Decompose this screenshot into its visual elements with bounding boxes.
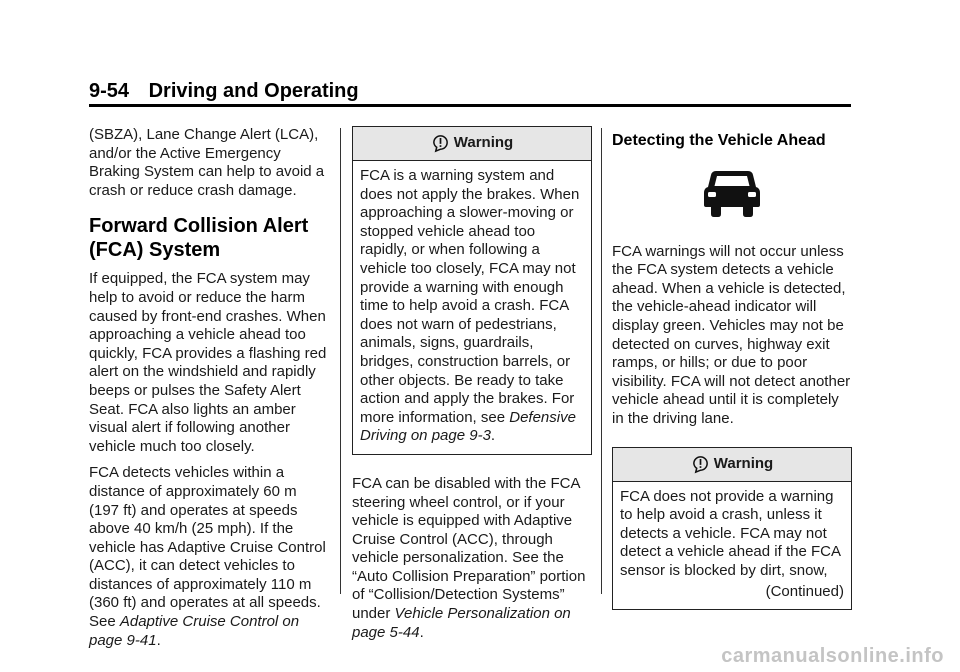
warning-title: Warning: [453, 134, 514, 152]
fca-range-paragraph: [89, 464, 329, 650]
warning-header-2: [613, 448, 851, 482]
vehicle-ahead-icon: [702, 167, 762, 219]
column-divider: [340, 128, 341, 594]
warning-header: [353, 127, 591, 161]
warning-box-2: [612, 447, 852, 611]
disable-paragraph: [352, 475, 592, 642]
continued-label: (Continued): [765, 582, 844, 600]
warning-body-2: [613, 482, 851, 610]
detecting-heading: Detecting the Vehicle Ahead: [612, 132, 826, 149]
column-3: [612, 126, 852, 610]
disable-text: FCA can be disabled with the FCA steering wheel control, or if your vehicle is equipped with Adaptive Cruise Control (ACC), through vehicle personalization. See the “Auto Collision Preparation” portion of “Collision/Detection Systems” under: [352, 474, 586, 623]
detecting-paragraph: FCA warnings will not occur unless the FCA system detects a vehicle ahead. When a vehicle is detected, the vehicle-ahead indicator will display green. Vehicles may not be detected on curves, highway exit ramps, or hills; or due to poor visibility. FCA will not detect another vehicle ahead until it is completely in the driving lane.: [612, 242, 851, 427]
warning-box: [352, 126, 592, 455]
header-rule: [89, 104, 851, 107]
warning-icon: [691, 455, 710, 474]
page-header: [89, 80, 373, 103]
warning-text: FCA is a warning system and does not apply the brakes. When approaching a slower-moving or stopped vehicle ahead too rapidly, or when following a vehicle too closely, FCA may not provide a warning with enough time to help avoid a crash. FCA does not warn of pedestrians, animals, signs, guardrails, bridges, construction barrels, or other objects. Be ready to take action and apply the brakes. For more information, see: [360, 167, 580, 426]
fca-heading: Forward Collision Alert (FCA) System: [89, 215, 309, 262]
page-number: 9-54: [89, 80, 130, 102]
column-1: [89, 126, 329, 658]
personalization-link[interactable]: Vehicle Personalization on page 5-44: [352, 605, 571, 641]
warning-text-end: .: [490, 427, 496, 445]
defensive-driving-link[interactable]: Defensive Driving on page 9-3: [360, 408, 576, 445]
warning-text-2: FCA does not provide a warning to help avoid a crash, unless it detects a vehicle. FCA may not detect a vehicle ahead if the FCA sensor is blocked by dirt, snow,: [620, 487, 841, 579]
column-2: [352, 126, 592, 650]
warning-body: [353, 161, 591, 454]
acc-reference-link[interactable]: Adaptive Cruise Control on page 9-41: [89, 613, 300, 649]
disable-end: .: [419, 623, 424, 641]
fca-range-text: FCA detects vehicles within a distance of approximately 60 m (197 ft) and operates at speeds above 40 km/h (25 mph). If the vehicle has Adaptive Cruise Control (ACC), it can detect vehicles to distances of approximately 110 m (360 ft) and operates at all speeds. See: [89, 464, 326, 631]
section-title: Driving and Operating: [148, 80, 359, 102]
fca-paragraph: If equipped, the FCA system may help to avoid or reduce the harm caused by front-end crashes. When approaching a vehicle ahead too quickly, FCA provides a flashing red alert on the windshield and rapidly beeps or pulses the Safety Alert Seat. FCA also lights an amber visual alert if following another vehicle much too closely.: [89, 270, 327, 455]
fca-range-end: .: [156, 631, 161, 649]
watermark: carmanualsonline.info: [721, 645, 944, 667]
column-divider: [601, 128, 602, 594]
intro-paragraph: (SBZA), Lane Change Alert (LCA), and/or the Active Emergency Braking System can help to avoid a crash or reduce crash damage.: [89, 126, 325, 199]
warning-icon: [431, 134, 450, 153]
warning-title-2: Warning: [713, 454, 774, 472]
